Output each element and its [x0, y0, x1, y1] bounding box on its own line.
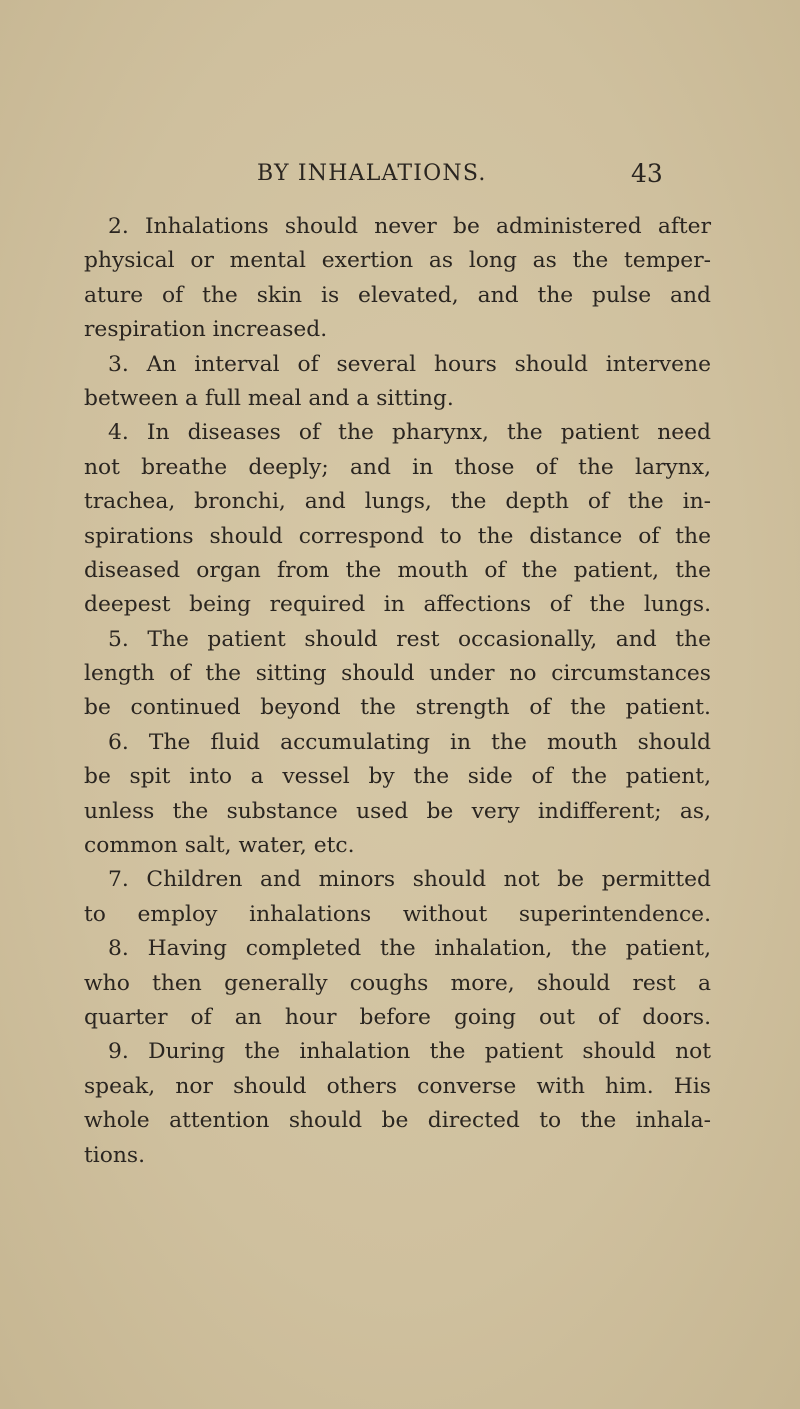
text-line: physical or mental exertion as long as the temper-: [84, 248, 711, 274]
text-line: 6. The fluid accumulating in the mouth should: [108, 729, 711, 755]
text-line: 3. An interval of several hours should intervene: [108, 351, 711, 377]
page-number: 43: [631, 159, 663, 188]
text-line: common salt, water, etc.: [84, 833, 355, 859]
text-line: 9. During the inhalation the patient should not: [108, 1039, 711, 1065]
text-line: not breathe deeply; and in those of the larynx,: [84, 454, 711, 480]
text-line: deepest being required in affections of the lungs.: [84, 592, 711, 618]
text-line: whole attention should be directed to the inhala-: [84, 1108, 711, 1134]
text-line: trachea, bronchi, and lungs, the depth of the in-: [84, 489, 711, 515]
text-line: 2. Inhalations should never be administered after: [108, 214, 711, 239]
text-line: unless the substance used be very indifferent; as,: [84, 798, 711, 824]
text-line: ature of the skin is elevated, and the pulse and: [84, 282, 711, 308]
text-line: tions.: [84, 1142, 146, 1168]
running-title: BY INHALATIONS.: [257, 161, 487, 186]
text-line: 5. The patient should rest occasionally, and the: [108, 626, 711, 652]
text-line: who then generally coughs more, should rest a: [84, 970, 711, 996]
text-line: spirations should correspond to the distance of the: [84, 523, 711, 549]
text-line: length of the sitting should under no circumstances: [84, 661, 711, 687]
text-line: respiration increased.: [84, 317, 328, 343]
text-line: 8. Having completed the inhalation, the patient,: [108, 936, 711, 962]
text-line: 7. Children and minors should not be permitted: [108, 867, 711, 893]
text-line: be continued beyond the strength of the patient.: [84, 695, 711, 721]
running-head: [0, 157, 800, 191]
text-line: 4. In diseases of the pharynx, the patient need: [108, 420, 711, 446]
body-text: [84, 210, 711, 1173]
text-line: diseased organ from the mouth of the patient, the: [84, 557, 711, 583]
text-line: to employ inhalations without superintendence.: [84, 901, 711, 927]
text-line: be spit into a vessel by the side of the patient,: [84, 764, 711, 790]
text-line: quarter of an hour before going out of doors.: [84, 1004, 711, 1030]
text-line: between a full meal and a sitting.: [84, 385, 454, 411]
text-line: speak, nor should others converse with him. His: [84, 1073, 711, 1099]
